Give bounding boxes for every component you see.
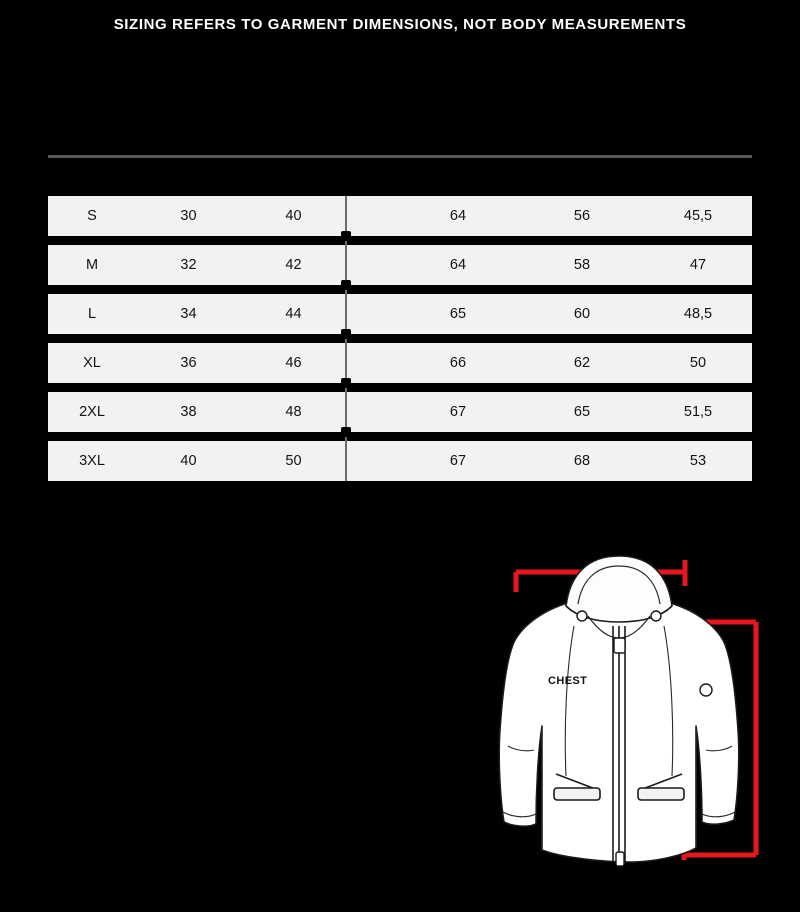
- cell-col4: 56: [573, 208, 591, 224]
- cell-col1: 34: [180, 306, 197, 322]
- cell-col2: 46: [285, 355, 302, 371]
- cell-col4: 60: [573, 306, 591, 322]
- cell-size: L: [87, 306, 97, 322]
- cell-col5: 47: [689, 257, 707, 273]
- chest-label: CHEST: [548, 675, 588, 687]
- cell-col2: 40: [285, 208, 302, 224]
- cell-col4: 62: [573, 355, 591, 371]
- table-row: [48, 343, 752, 383]
- top-divider: [48, 155, 752, 158]
- table-row: [48, 196, 752, 236]
- table-row: [48, 392, 752, 432]
- size-table: [48, 196, 752, 490]
- cell-col2: 48: [285, 404, 302, 420]
- cell-col1: 40: [180, 453, 197, 469]
- cell-col4: 58: [573, 257, 591, 273]
- cell-col3: 64: [449, 257, 467, 273]
- divider-notch: [341, 329, 351, 339]
- divider-notch: [341, 280, 351, 290]
- cell-col5: 51,5: [683, 404, 713, 420]
- cell-col1: 30: [180, 208, 197, 224]
- cell-col5: 53: [689, 453, 707, 469]
- divider-notch: [341, 427, 351, 437]
- table-row: [48, 245, 752, 285]
- cell-size: 3XL: [79, 453, 105, 469]
- cell-size: S: [87, 208, 97, 224]
- cell-col1: 32: [180, 257, 197, 273]
- cell-size: XL: [83, 355, 101, 371]
- table-row: [48, 441, 752, 481]
- cell-col4: 65: [573, 404, 591, 420]
- cell-col4: 68: [573, 453, 591, 469]
- divider-notch: [341, 231, 351, 241]
- cell-col2: 42: [285, 257, 302, 273]
- cell-col2: 44: [285, 306, 302, 322]
- cell-col3: 67: [449, 453, 467, 469]
- cell-size: 2XL: [79, 404, 105, 420]
- cell-col5: 45,5: [683, 208, 713, 224]
- page-title: SIZING REFERS TO GARMENT DIMENSIONS, NOT BODY MEASUREMENTS: [113, 16, 687, 33]
- garment-illustration: [470, 530, 780, 890]
- cell-col1: 38: [180, 404, 197, 420]
- cell-col5: 50: [689, 355, 707, 371]
- cell-col3: 65: [449, 306, 467, 322]
- cell-col3: 64: [449, 208, 467, 224]
- divider-notch: [341, 378, 351, 388]
- cell-col3: 67: [449, 404, 467, 420]
- cell-col3: 66: [449, 355, 467, 371]
- table-row: [48, 294, 752, 334]
- cell-col1: 36: [180, 355, 197, 371]
- cell-col5: 48,5: [683, 306, 713, 322]
- cell-size: M: [85, 257, 99, 273]
- cell-col2: 50: [285, 453, 302, 469]
- hooded-jacket-diagram: [470, 530, 780, 890]
